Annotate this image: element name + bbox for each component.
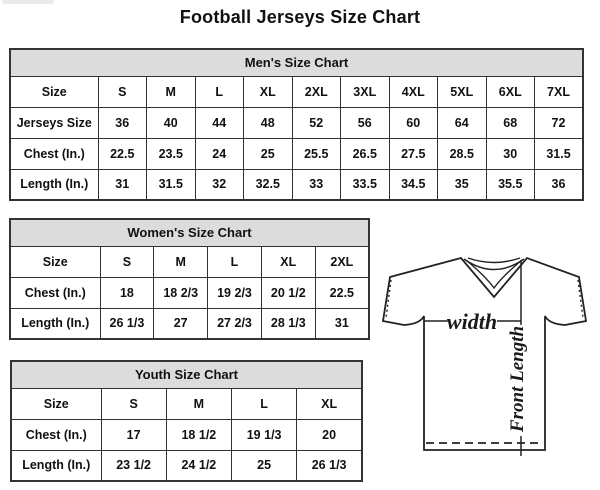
col-header: Size — [10, 246, 100, 277]
table-cell: 30 — [486, 138, 535, 169]
table-cell: 52 — [292, 107, 341, 138]
col-header: 5XL — [438, 76, 487, 107]
row-label: Length (In.) — [11, 450, 101, 481]
jersey-outline-icon — [383, 258, 586, 450]
table-cell: 36 — [98, 107, 147, 138]
table-cell: 33.5 — [341, 169, 390, 200]
width-label: width — [446, 309, 498, 334]
table-cell: 25.5 — [292, 138, 341, 169]
col-header: Size — [11, 388, 101, 419]
row-label: Chest (In.) — [11, 419, 101, 450]
table-cell: 56 — [341, 107, 390, 138]
table-cell: 28.5 — [438, 138, 487, 169]
table-cell: 34.5 — [389, 169, 438, 200]
table-cell: 44 — [195, 107, 244, 138]
table-cell: 18 — [100, 277, 154, 308]
table-cell: 18 2/3 — [154, 277, 208, 308]
table-cell: 24 1/2 — [166, 450, 231, 481]
row-label: Chest (In.) — [10, 138, 98, 169]
table-cell: 22.5 — [315, 277, 369, 308]
table-cell: 32.5 — [244, 169, 293, 200]
col-header: L — [195, 76, 244, 107]
table-cell: 60 — [389, 107, 438, 138]
womens-table-title: Women's Size Chart — [10, 219, 369, 246]
col-header: XL — [297, 388, 362, 419]
col-header: 2XL — [315, 246, 369, 277]
table-cell: 72 — [535, 107, 584, 138]
table-cell: 23 1/2 — [101, 450, 166, 481]
col-header: M — [147, 76, 196, 107]
table-cell: 35.5 — [486, 169, 535, 200]
table-cell: 18 1/2 — [166, 419, 231, 450]
table-cell: 32 — [195, 169, 244, 200]
table-cell: 31 — [98, 169, 147, 200]
col-header: L — [232, 388, 297, 419]
col-header: S — [98, 76, 147, 107]
col-header: S — [101, 388, 166, 419]
row-label: Jerseys Size — [10, 107, 98, 138]
col-header: S — [100, 246, 154, 277]
table-cell: 27.5 — [389, 138, 438, 169]
page-title: Football Jerseys Size Chart — [179, 7, 421, 27]
col-header: L — [208, 246, 262, 277]
table-cell: 26 1/3 — [100, 308, 154, 339]
table-cell: 27 2/3 — [208, 308, 262, 339]
col-header: M — [154, 246, 208, 277]
table-cell: 33 — [292, 169, 341, 200]
col-header: XL — [244, 76, 293, 107]
row-label: Chest (In.) — [10, 277, 100, 308]
row-label: Length (In.) — [10, 308, 100, 339]
col-header: M — [166, 388, 231, 419]
col-header: Size — [10, 76, 98, 107]
table-cell: 68 — [486, 107, 535, 138]
table-cell: 22.5 — [98, 138, 147, 169]
table-cell: 17 — [101, 419, 166, 450]
col-header: XL — [261, 246, 315, 277]
table-cell: 40 — [147, 107, 196, 138]
table-cell: 64 — [438, 107, 487, 138]
col-header: 7XL — [535, 76, 584, 107]
collar-rim-icon — [468, 258, 520, 263]
table-cell: 19 1/3 — [232, 419, 297, 450]
table-cell: 25 — [232, 450, 297, 481]
col-header: 6XL — [486, 76, 535, 107]
table-cell: 31.5 — [147, 169, 196, 200]
front-length-label: Front Length — [507, 325, 528, 433]
col-header: 3XL — [341, 76, 390, 107]
table-cell: 24 — [195, 138, 244, 169]
table-cell: 31 — [315, 308, 369, 339]
youth-table-title: Youth Size Chart — [11, 361, 362, 388]
col-header: 4XL — [389, 76, 438, 107]
row-label: Length (In.) — [10, 169, 98, 200]
table-cell: 28 1/3 — [261, 308, 315, 339]
table-cell: 26.5 — [341, 138, 390, 169]
collar-mid-icon — [464, 259, 524, 270]
table-cell: 36 — [535, 169, 584, 200]
table-cell: 48 — [244, 107, 293, 138]
table-cell: 19 2/3 — [208, 277, 262, 308]
col-header: 2XL — [292, 76, 341, 107]
table-cell: 27 — [154, 308, 208, 339]
table-cell: 26 1/3 — [297, 450, 362, 481]
table-cell: 35 — [438, 169, 487, 200]
table-cell: 20 — [297, 419, 362, 450]
mens-table-title: Men's Size Chart — [10, 49, 583, 76]
table-cell: 31.5 — [535, 138, 584, 169]
table-cell: 20 1/2 — [261, 277, 315, 308]
table-cell: 23.5 — [147, 138, 196, 169]
table-cell: 25 — [244, 138, 293, 169]
